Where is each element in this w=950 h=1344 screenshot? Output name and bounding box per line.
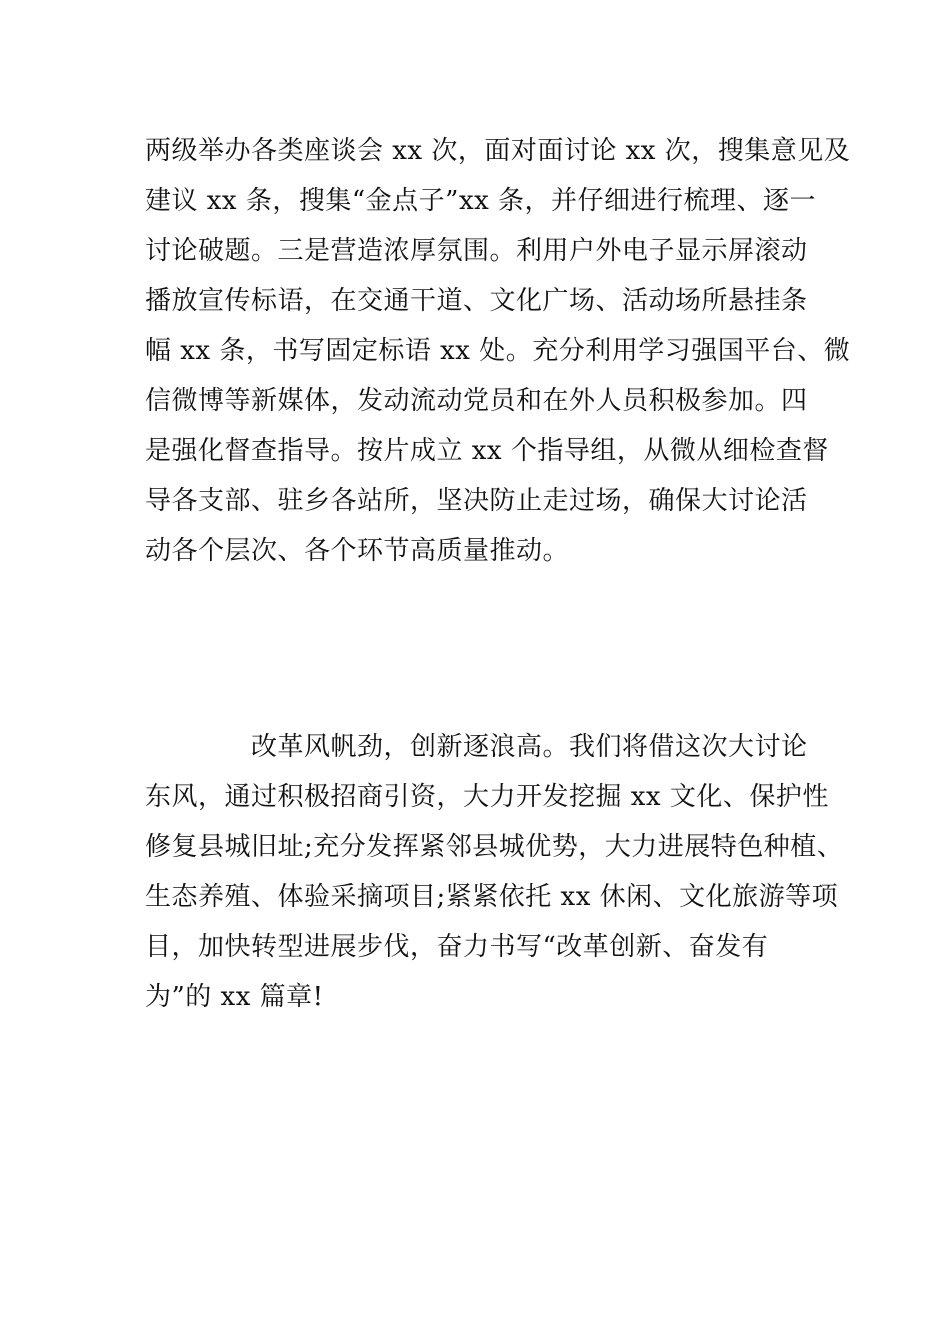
text-line: 动各个层次、各个环节高质量推动。 <box>145 536 570 566</box>
text-line: 是强化督查指导。按片成立 xx 个指导组，从微从细检查督 <box>145 436 829 466</box>
text-line: 改革风帆劲，创新逐浪高。我们将借这次大讨论 <box>145 732 808 762</box>
text-line: 幅 xx 条，书写固定标语 xx 处。充分利用学习强国平台、微 <box>145 336 851 366</box>
text-line: 为”的 xx 篇章! <box>145 982 324 1012</box>
text-line: 讨论破题。三是营造浓厚氛围。利用户外电子显示屏滚动 <box>145 236 808 266</box>
text-line: 信微博等新媒体，发动流动党员和在外人员积极参加。四 <box>145 386 808 416</box>
text-line: 两级举办各类座谈会 xx 次，面对面讨论 xx 次，搜集意见及 <box>145 136 851 166</box>
text-line: 建议 xx 条，搜集“金点子”xx 条，并仔细进行梳理、逐一 <box>145 186 817 216</box>
text-line: 生态养殖、体验采摘项目;紧紧依托 xx 休闲、文化旅游等项 <box>145 882 839 912</box>
paragraph-2 <box>145 722 845 1022</box>
text-line: 修复县城旧址;充分发挥紧邻县城优势，大力进展特色种植、 <box>145 832 844 862</box>
text-line: 导各支部、驻乡各站所，坚决防止走过场，确保大讨论活 <box>145 486 808 516</box>
text-line: 东风，通过积极招商引资，大力开发挖掘 xx 文化、保护性 <box>145 782 829 812</box>
text-line: 播放宣传标语，在交通干道、文化广场、活动场所悬挂条 <box>145 286 808 316</box>
paragraph-1 <box>145 126 851 576</box>
text-line: 目，加快转型进展步伐，奋力书写“改革创新、奋发有 <box>145 932 769 962</box>
